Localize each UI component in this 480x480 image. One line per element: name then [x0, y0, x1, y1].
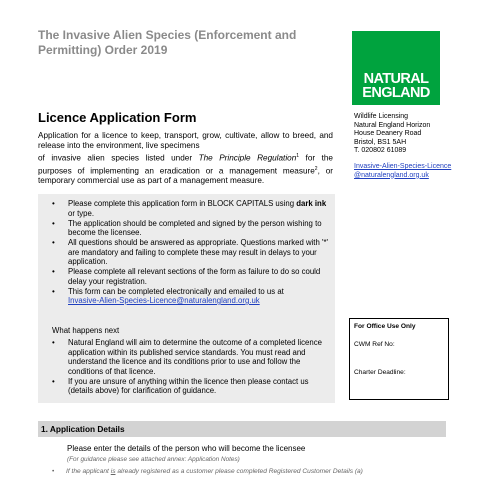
next-steps-list: [52, 338, 334, 396]
intro-text-c: purposes of implementing an eradication or a management measure$^2$, or: [38, 165, 333, 176]
list-item: • The application should be completed and signed by the person wishing to become the licensee.: [52, 218, 322, 237]
section-header-application-details: [38, 421, 446, 437]
list-item: • All questions should be answered as appropriate. Questions marked with '*' are mandatory and failing to complete these may result in delays to your application.: [52, 238, 328, 266]
registered-customer-note: • If the applicant is already registered as a customer please completed Registered Customer Details (a): [52, 468, 363, 475]
logo-line-1: NATURAL: [363, 71, 429, 87]
contact-address: [354, 113, 454, 180]
logo-line-2: ENGLAND: [362, 85, 430, 101]
list-item: • Natural England will aim to determine the outcome of a completed licence application within its published service standards. You must read and understand the licence and its conditions prior to use and follow the conditions of that licence.: [52, 338, 322, 376]
guidance-note: (For guidance please see attached annex: Application Notes): [67, 456, 240, 463]
list-item: • Please complete all relevant sections of the form as failure to do so could delay your registration.: [52, 267, 321, 286]
instructions-list: [52, 199, 334, 306]
order-title-line-1: The Invasive Alien Species (Enforcement and: [38, 28, 297, 42]
address-phone: T. 020802 61089: [354, 147, 407, 155]
address-line-4: Bristol, BS1 5AH: [354, 138, 407, 146]
section-title: 1. Application Details: [41, 424, 125, 434]
contact-email-link[interactable]: Invasive-Alien-Species-Licence@naturalengland.org.uk: [354, 162, 452, 179]
cwm-ref-label: CWM Ref No:: [354, 341, 395, 348]
submission-email-link[interactable]: Invasive-Alien-Species-Licence@naturalengland.org.uk: [68, 296, 260, 305]
office-use-heading: For Office Use Only: [354, 323, 416, 330]
charter-deadline-label: Charter Deadline:: [354, 369, 406, 376]
bullet-icon: •: [52, 238, 55, 247]
section-instruction: Please enter the details of the person who will become the licensee: [67, 444, 306, 453]
order-title-line-2: Permitting) Order 2019: [38, 43, 168, 57]
bullet-icon: •: [52, 286, 55, 296]
list-item: • If you are unsure of anything within the licence then please contact us (details above) for clarification of guidance.: [52, 376, 309, 395]
office-use-box: [349, 318, 449, 400]
intro-text-a: Application for a licence to keep, transport, grow, cultivate, allow to breed, and release into the environment, live specimens: [38, 131, 333, 150]
bullet-icon: •: [52, 468, 55, 475]
intro-text-b: of invasive alien species listed under The Principle Regulation$^1$ for the: [38, 153, 333, 163]
bullet-icon: •: [52, 218, 55, 228]
order-title: [38, 28, 318, 58]
what-happens-next-heading: What happens next: [52, 326, 120, 335]
intro-paragraph: [38, 131, 333, 186]
intro-text-d: temporary commercial use as part of a management measure.: [38, 176, 265, 186]
list-item: • This form can be completed electronically and emailed to us at Invasive-Alien-Species-Licence@naturalengland.org.uk: [52, 286, 284, 305]
bullet-icon: •: [52, 338, 55, 347]
bullet-icon: •: [52, 267, 55, 276]
natural-england-logo: [352, 31, 440, 105]
address-line-3: House Deanery Road: [354, 130, 422, 138]
address-line-2: Natural England Horizon: [354, 121, 431, 129]
page-title: Licence Application Form: [38, 110, 197, 125]
bullet-icon: •: [52, 376, 55, 386]
bullet-icon: •: [52, 199, 55, 208]
address-line-1: Wildlife Licensing: [354, 113, 409, 120]
list-item: • Please complete this application form in BLOCK CAPITALS using dark ink or type.: [52, 199, 327, 218]
